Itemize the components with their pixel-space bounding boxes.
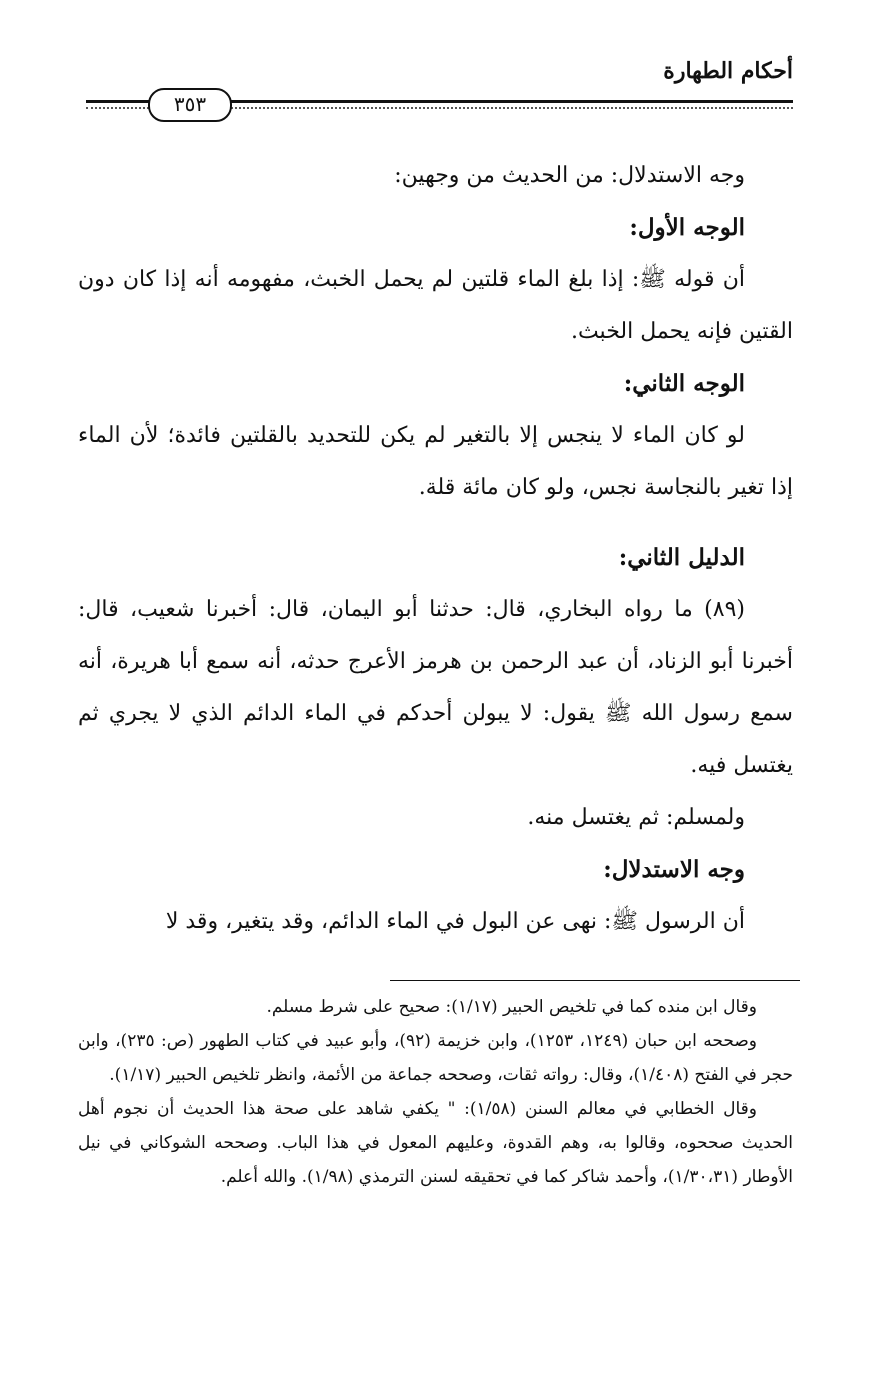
footnote-khattabi: وقال الخطابي في معالم السنن (١/٥٨): " يكفي شاهد على صحة هذا الحديث أن نجوم أهل الحديث صححوه، وقالوا به، وهم القدوة، وعليهم المعول في هذا الباب. وصححه الشوكاني في نيل الأوطار (١/٣٠،٣١)، وأحمد شاكر كما في تحقيقه لسنن الترمذي (١/٩٨). والله أعلم. <box>78 1099 793 1187</box>
paragraph-first-aspect: أن قوله ﷺ: إذا بلغ الماء قلتين لم يحمل الخبث، مفهومه أنه إذا كان دون القتين فإنه يحمل الخبث. <box>78 267 793 344</box>
footnotes <box>78 990 793 1194</box>
heading-first-aspect: الوجه الأول: <box>629 214 745 241</box>
paragraph-evidence-aspect: أن الرسول ﷺ: نهى عن البول في الماء الدائم، وقد يتغير، وقد لا <box>165 909 745 934</box>
footnote-authentication: وصححه ابن حبان (١٢٤٩، ١٢٥٣)، وابن خزيمة (٩٢)، وأبو عبيد في كتاب الطهور (ص: ٢٣٥)، وابن حجر في الفتح (١/٤٠٨)، وقال: رواته ثقات، وصححه جماعة من الأئمة، وانظر تلخيص الحبير (١/١٧). <box>78 1031 793 1085</box>
heading-evidence-aspect: وجه الاستدلال: <box>603 856 745 883</box>
footnote-ibn-mandah: وقال ابن منده كما في تلخيص الحبير (١/١٧): صحيح على شرط مسلم. <box>266 997 757 1017</box>
paragraph-muslim-narration: ولمسلم: ثم يغتسل منه. <box>527 805 745 830</box>
page-number: ٣٥٣ <box>148 88 232 122</box>
heading-second-aspect: الوجه الثاني: <box>623 370 745 397</box>
running-title: أحكام الطهارة <box>663 58 793 84</box>
paragraph-second-aspect: لو كان الماء لا ينجس إلا بالتغير لم يكن للتحديد بالقلتين فائدة؛ لأن الماء إذا تغير بالنجاسة نجس، ولو كان مائة قلة. <box>78 423 793 500</box>
heading-second-evidence: الدليل الثاني: <box>618 544 745 571</box>
paragraph-hadith-89: (٨٩) ما رواه البخاري، قال: حدثنا أبو اليمان، قال: أخبرنا شعيب، قال: أخبرنا أبو الزناد، أن عبد الرحمن بن هرمز الأعرج حدثه، أنه سمع أبا هريرة، أنه سمع رسول الله ﷺ يقول: لا يبولن أحدكم في الماء الدائم الذي لا يجري ثم يغتسل فيه. <box>78 597 793 778</box>
paragraph-intro: وجه الاستدلال: من الحديث من وجهين: <box>394 163 745 188</box>
main-text <box>78 150 793 948</box>
footnote-rule <box>390 980 800 981</box>
